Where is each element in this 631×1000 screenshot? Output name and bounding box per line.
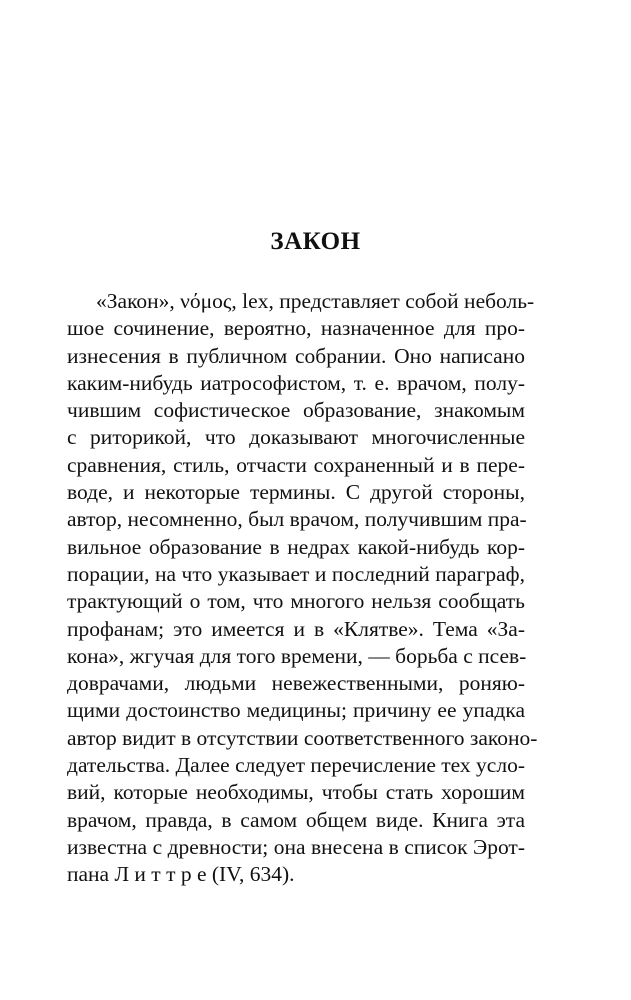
text-line: порации, на что указывает и последний параграф, — [67, 561, 525, 586]
chapter-title: ЗАКОН — [270, 228, 361, 255]
text-line: дательства. Далее следует перечисление тех усло- — [67, 753, 525, 778]
text-line: с риторикой, что доказывают многочисленные — [67, 425, 525, 450]
text-line: трактующий о том, что многого нельзя сообщать — [67, 589, 525, 614]
text-line: пана Л и т т р е (IV, 634). — [67, 862, 295, 887]
text-line: щими достоинство медицины; причину ее упадка — [67, 698, 525, 723]
text-line: вильное образование в недрах какой-нибудь кор- — [67, 534, 525, 559]
text-line: доврачами, людьми невежественными, роняю- — [67, 671, 525, 696]
text-line: автор видит в отсутствии соответственного законо- — [67, 725, 538, 750]
text-line: автор, несомненно, был врачом, получившим пра- — [67, 507, 527, 532]
text-line: кона», жгучая для того времени, — борьба с псев- — [67, 643, 527, 668]
text-line: «Закон», νόμος, lex, представляет собой неболь- — [96, 289, 535, 313]
text-line: шое сочинение, вероятно, назначенное для про- — [67, 316, 525, 341]
text-line: сравнения, стиль, отчасти сохраненный и в пере- — [67, 452, 525, 477]
text-line: вий, которые необходимы, чтобы стать хорошим — [67, 780, 525, 805]
text-line: известна с древности; она внесена в список Эрот- — [67, 834, 525, 859]
text-line: изнесения в публичном собрании. Оно написано — [67, 343, 525, 368]
text-line: воде, и некоторые термины. С другой стороны, — [67, 480, 525, 505]
text-line: каким-нибудь иатрософистом, т. е. врачом, полу- — [67, 370, 525, 395]
text-line: врачом, правда, в самом общем виде. Книга эта — [67, 807, 525, 832]
text-line: чившим софистическое образование, знакомым — [67, 398, 525, 423]
text-line: профанам; это имеется и в «Клятве». Тема «За- — [67, 616, 525, 641]
chapter-body — [67, 288, 538, 889]
